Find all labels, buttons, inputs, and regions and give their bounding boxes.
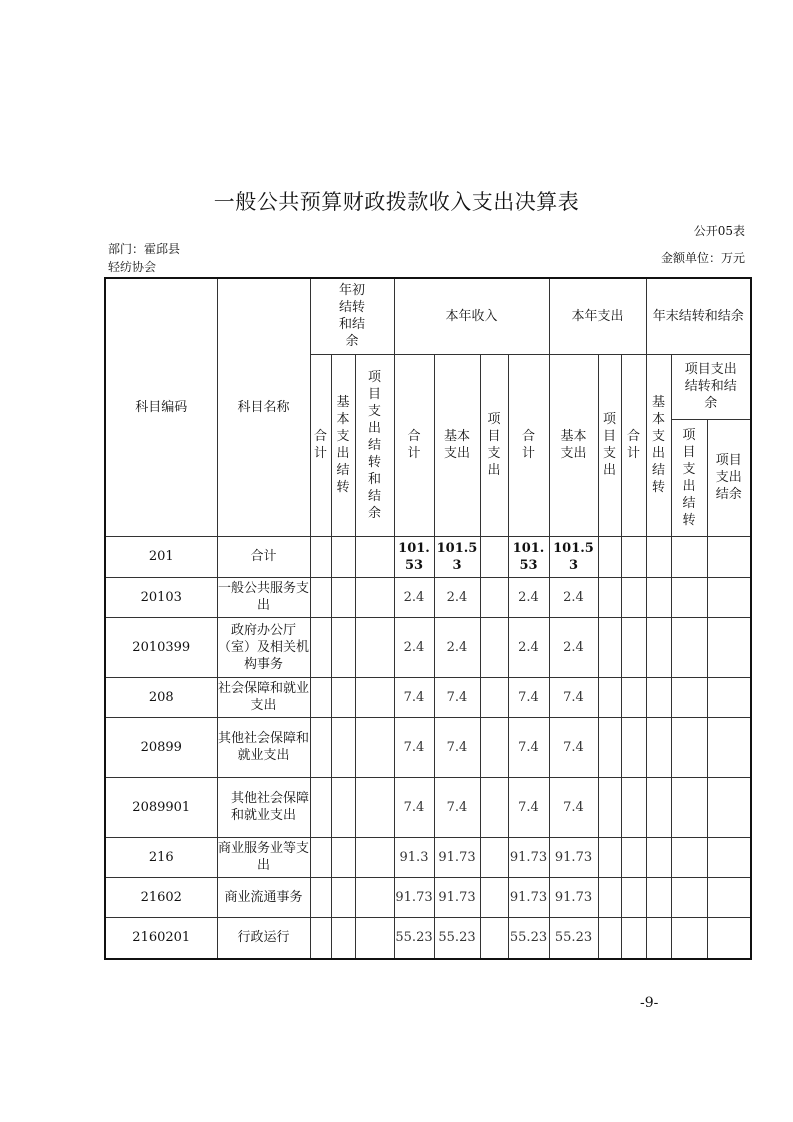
cell-name: 合计 <box>217 536 310 577</box>
cell-expense-basic: 91.73 <box>549 877 598 917</box>
cell-expense-basic: 101.53 <box>549 536 598 577</box>
cell-expense-total: 55.23 <box>508 917 549 959</box>
header-income-total: 合计 <box>394 354 434 536</box>
cell-empty <box>621 617 646 677</box>
cell-empty <box>331 717 355 777</box>
cell-empty <box>598 617 621 677</box>
cell-expense-basic: 91.73 <box>549 837 598 877</box>
cell-income-basic: 7.4 <box>434 677 480 717</box>
cell-empty <box>310 617 331 677</box>
cell-empty <box>598 677 621 717</box>
cell-empty <box>707 877 751 917</box>
cell-income-total: 7.4 <box>394 677 434 717</box>
cell-empty <box>480 877 508 917</box>
header-income: 本年收入 <box>394 278 549 354</box>
cell-income-basic: 101.53 <box>434 536 480 577</box>
cell-code: 201 <box>105 536 217 577</box>
cell-code: 216 <box>105 837 217 877</box>
header-end-basic: 基本支出结转 <box>646 354 671 536</box>
cell-empty <box>707 536 751 577</box>
header-expense: 本年支出 <box>549 278 646 354</box>
cell-empty <box>598 837 621 877</box>
cell-empty <box>707 577 751 617</box>
cell-income-total: 55.23 <box>394 917 434 959</box>
department-line-1: 部门：霍邱县 <box>108 242 181 256</box>
cell-income-basic: 2.4 <box>434 617 480 677</box>
header-code: 科目编码 <box>105 278 217 536</box>
cell-empty <box>621 837 646 877</box>
cell-expense-total: 2.4 <box>508 577 549 617</box>
cell-empty <box>707 917 751 959</box>
cell-code: 20899 <box>105 717 217 777</box>
header-end-project-carry: 项目支出结转 <box>671 419 707 536</box>
cell-empty <box>621 677 646 717</box>
table-row <box>105 617 751 677</box>
cell-empty <box>598 717 621 777</box>
department-line-2: 轻纺协会 <box>108 260 157 274</box>
cell-empty <box>331 577 355 617</box>
cell-expense-basic: 7.4 <box>549 677 598 717</box>
table-row <box>105 536 751 577</box>
budget-table <box>104 277 752 960</box>
cell-empty <box>310 777 331 837</box>
cell-empty <box>598 877 621 917</box>
cell-empty <box>671 717 707 777</box>
cell-empty <box>480 617 508 677</box>
cell-empty <box>621 577 646 617</box>
cell-income-total: 7.4 <box>394 717 434 777</box>
cell-name: 社会保障和就业支出 <box>217 677 310 717</box>
cell-code: 2160201 <box>105 917 217 959</box>
cell-expense-total: 7.4 <box>508 717 549 777</box>
header-begin-project: 项目支出结转和结余 <box>355 354 394 536</box>
cell-income-basic: 7.4 <box>434 777 480 837</box>
cell-empty <box>621 777 646 837</box>
table-row <box>105 717 751 777</box>
cell-empty <box>480 777 508 837</box>
header-income-basic: 基本支出 <box>434 354 480 536</box>
cell-empty <box>355 677 394 717</box>
cell-empty <box>310 837 331 877</box>
cell-empty <box>331 877 355 917</box>
cell-income-total: 2.4 <box>394 617 434 677</box>
cell-empty <box>671 777 707 837</box>
amount-unit-label: 金额单位：万元 <box>660 251 745 265</box>
cell-expense-total: 2.4 <box>508 617 549 677</box>
cell-expense-basic: 55.23 <box>549 917 598 959</box>
cell-income-total: 7.4 <box>394 777 434 837</box>
cell-income-total: 2.4 <box>394 577 434 617</box>
cell-expense-basic: 7.4 <box>549 777 598 837</box>
header-expense-project: 项目支出 <box>598 354 621 536</box>
cell-empty <box>480 917 508 959</box>
cell-empty <box>671 577 707 617</box>
cell-name: 其他社会保障和就业支出 <box>217 777 310 837</box>
cell-income-basic: 91.73 <box>434 837 480 877</box>
cell-empty <box>646 877 671 917</box>
cell-empty <box>480 577 508 617</box>
cell-empty <box>355 577 394 617</box>
cell-empty <box>331 777 355 837</box>
cell-empty <box>646 617 671 677</box>
cell-empty <box>671 877 707 917</box>
table-row <box>105 677 751 717</box>
header-name: 科目名称 <box>217 278 310 536</box>
table-row <box>105 777 751 837</box>
cell-empty <box>310 536 331 577</box>
cell-name: 一般公共服务支出 <box>217 577 310 617</box>
cell-empty <box>355 837 394 877</box>
cell-empty <box>355 717 394 777</box>
cell-empty <box>310 917 331 959</box>
cell-code: 208 <box>105 677 217 717</box>
cell-empty <box>621 917 646 959</box>
cell-empty <box>646 837 671 877</box>
cell-empty <box>598 777 621 837</box>
header-begin-basic: 基本支出结转 <box>331 354 355 536</box>
cell-empty <box>331 917 355 959</box>
cell-empty <box>480 677 508 717</box>
header-end-project-surplus: 项目支出结余 <box>707 419 751 536</box>
table-row <box>105 877 751 917</box>
department-label <box>108 240 180 276</box>
cell-empty <box>621 877 646 917</box>
header-end-total: 合计 <box>621 354 646 536</box>
cell-empty <box>646 677 671 717</box>
cell-empty <box>355 617 394 677</box>
cell-name: 商业流通事务 <box>217 877 310 917</box>
cell-empty <box>621 717 646 777</box>
cell-empty <box>310 877 331 917</box>
cell-empty <box>646 777 671 837</box>
cell-empty <box>355 536 394 577</box>
table-row <box>105 577 751 617</box>
cell-empty <box>707 677 751 717</box>
cell-empty <box>671 917 707 959</box>
header-expense-basic: 基本支出 <box>549 354 598 536</box>
header-end-balance: 年末结转和结余 <box>646 278 751 354</box>
cell-empty <box>707 717 751 777</box>
cell-code: 20103 <box>105 577 217 617</box>
cell-empty <box>480 536 508 577</box>
page-number: -9- <box>640 995 659 1011</box>
cell-empty <box>646 577 671 617</box>
cell-empty <box>671 536 707 577</box>
cell-empty <box>480 717 508 777</box>
cell-empty <box>646 536 671 577</box>
cell-empty <box>598 577 621 617</box>
cell-expense-basic: 2.4 <box>549 577 598 617</box>
header-end-project-group: 项目支出结转和结余 <box>671 354 751 419</box>
cell-empty <box>331 617 355 677</box>
cell-code: 21602 <box>105 877 217 917</box>
cell-empty <box>355 917 394 959</box>
cell-income-total: 91.73 <box>394 877 434 917</box>
table-row <box>105 837 751 877</box>
cell-empty <box>355 877 394 917</box>
cell-empty <box>646 717 671 777</box>
cell-empty <box>598 917 621 959</box>
cell-empty <box>707 777 751 837</box>
cell-empty <box>671 837 707 877</box>
cell-empty <box>671 617 707 677</box>
cell-income-basic: 2.4 <box>434 577 480 617</box>
cell-income-basic: 55.23 <box>434 917 480 959</box>
cell-empty <box>355 777 394 837</box>
cell-empty <box>310 717 331 777</box>
cell-code: 2089901 <box>105 777 217 837</box>
cell-empty <box>621 536 646 577</box>
header-income-project: 项目支出 <box>480 354 508 536</box>
cell-income-total: 101.53 <box>394 536 434 577</box>
cell-empty <box>480 837 508 877</box>
cell-empty <box>331 837 355 877</box>
cell-income-basic: 7.4 <box>434 717 480 777</box>
cell-name: 行政运行 <box>217 917 310 959</box>
header-begin-balance: 年初结转和结余 <box>310 278 394 354</box>
cell-expense-basic: 2.4 <box>549 617 598 677</box>
cell-empty <box>331 677 355 717</box>
cell-empty <box>331 536 355 577</box>
cell-name: 政府办公厅（室）及相关机构事务 <box>217 617 310 677</box>
table-row <box>105 917 751 959</box>
cell-expense-total: 7.4 <box>508 677 549 717</box>
cell-code: 2010399 <box>105 617 217 677</box>
table-tag: 公开05表 <box>693 224 745 238</box>
cell-name: 其他社会保障和就业支出 <box>217 717 310 777</box>
cell-empty <box>707 617 751 677</box>
cell-empty <box>310 677 331 717</box>
cell-empty <box>671 677 707 717</box>
cell-expense-total: 7.4 <box>508 777 549 837</box>
cell-expense-total: 91.73 <box>508 837 549 877</box>
cell-expense-basic: 7.4 <box>549 717 598 777</box>
header-expense-total: 合计 <box>508 354 549 536</box>
cell-empty <box>707 837 751 877</box>
document-title: 一般公共预算财政拨款收入支出决算表 <box>213 190 580 214</box>
cell-empty <box>310 577 331 617</box>
cell-expense-total: 91.73 <box>508 877 549 917</box>
cell-name: 商业服务业等支出 <box>217 837 310 877</box>
cell-income-total: 91.3 <box>394 837 434 877</box>
cell-empty <box>598 536 621 577</box>
cell-expense-total: 101.53 <box>508 536 549 577</box>
cell-income-basic: 91.73 <box>434 877 480 917</box>
header-begin-total: 合计 <box>310 354 331 536</box>
cell-empty <box>646 917 671 959</box>
